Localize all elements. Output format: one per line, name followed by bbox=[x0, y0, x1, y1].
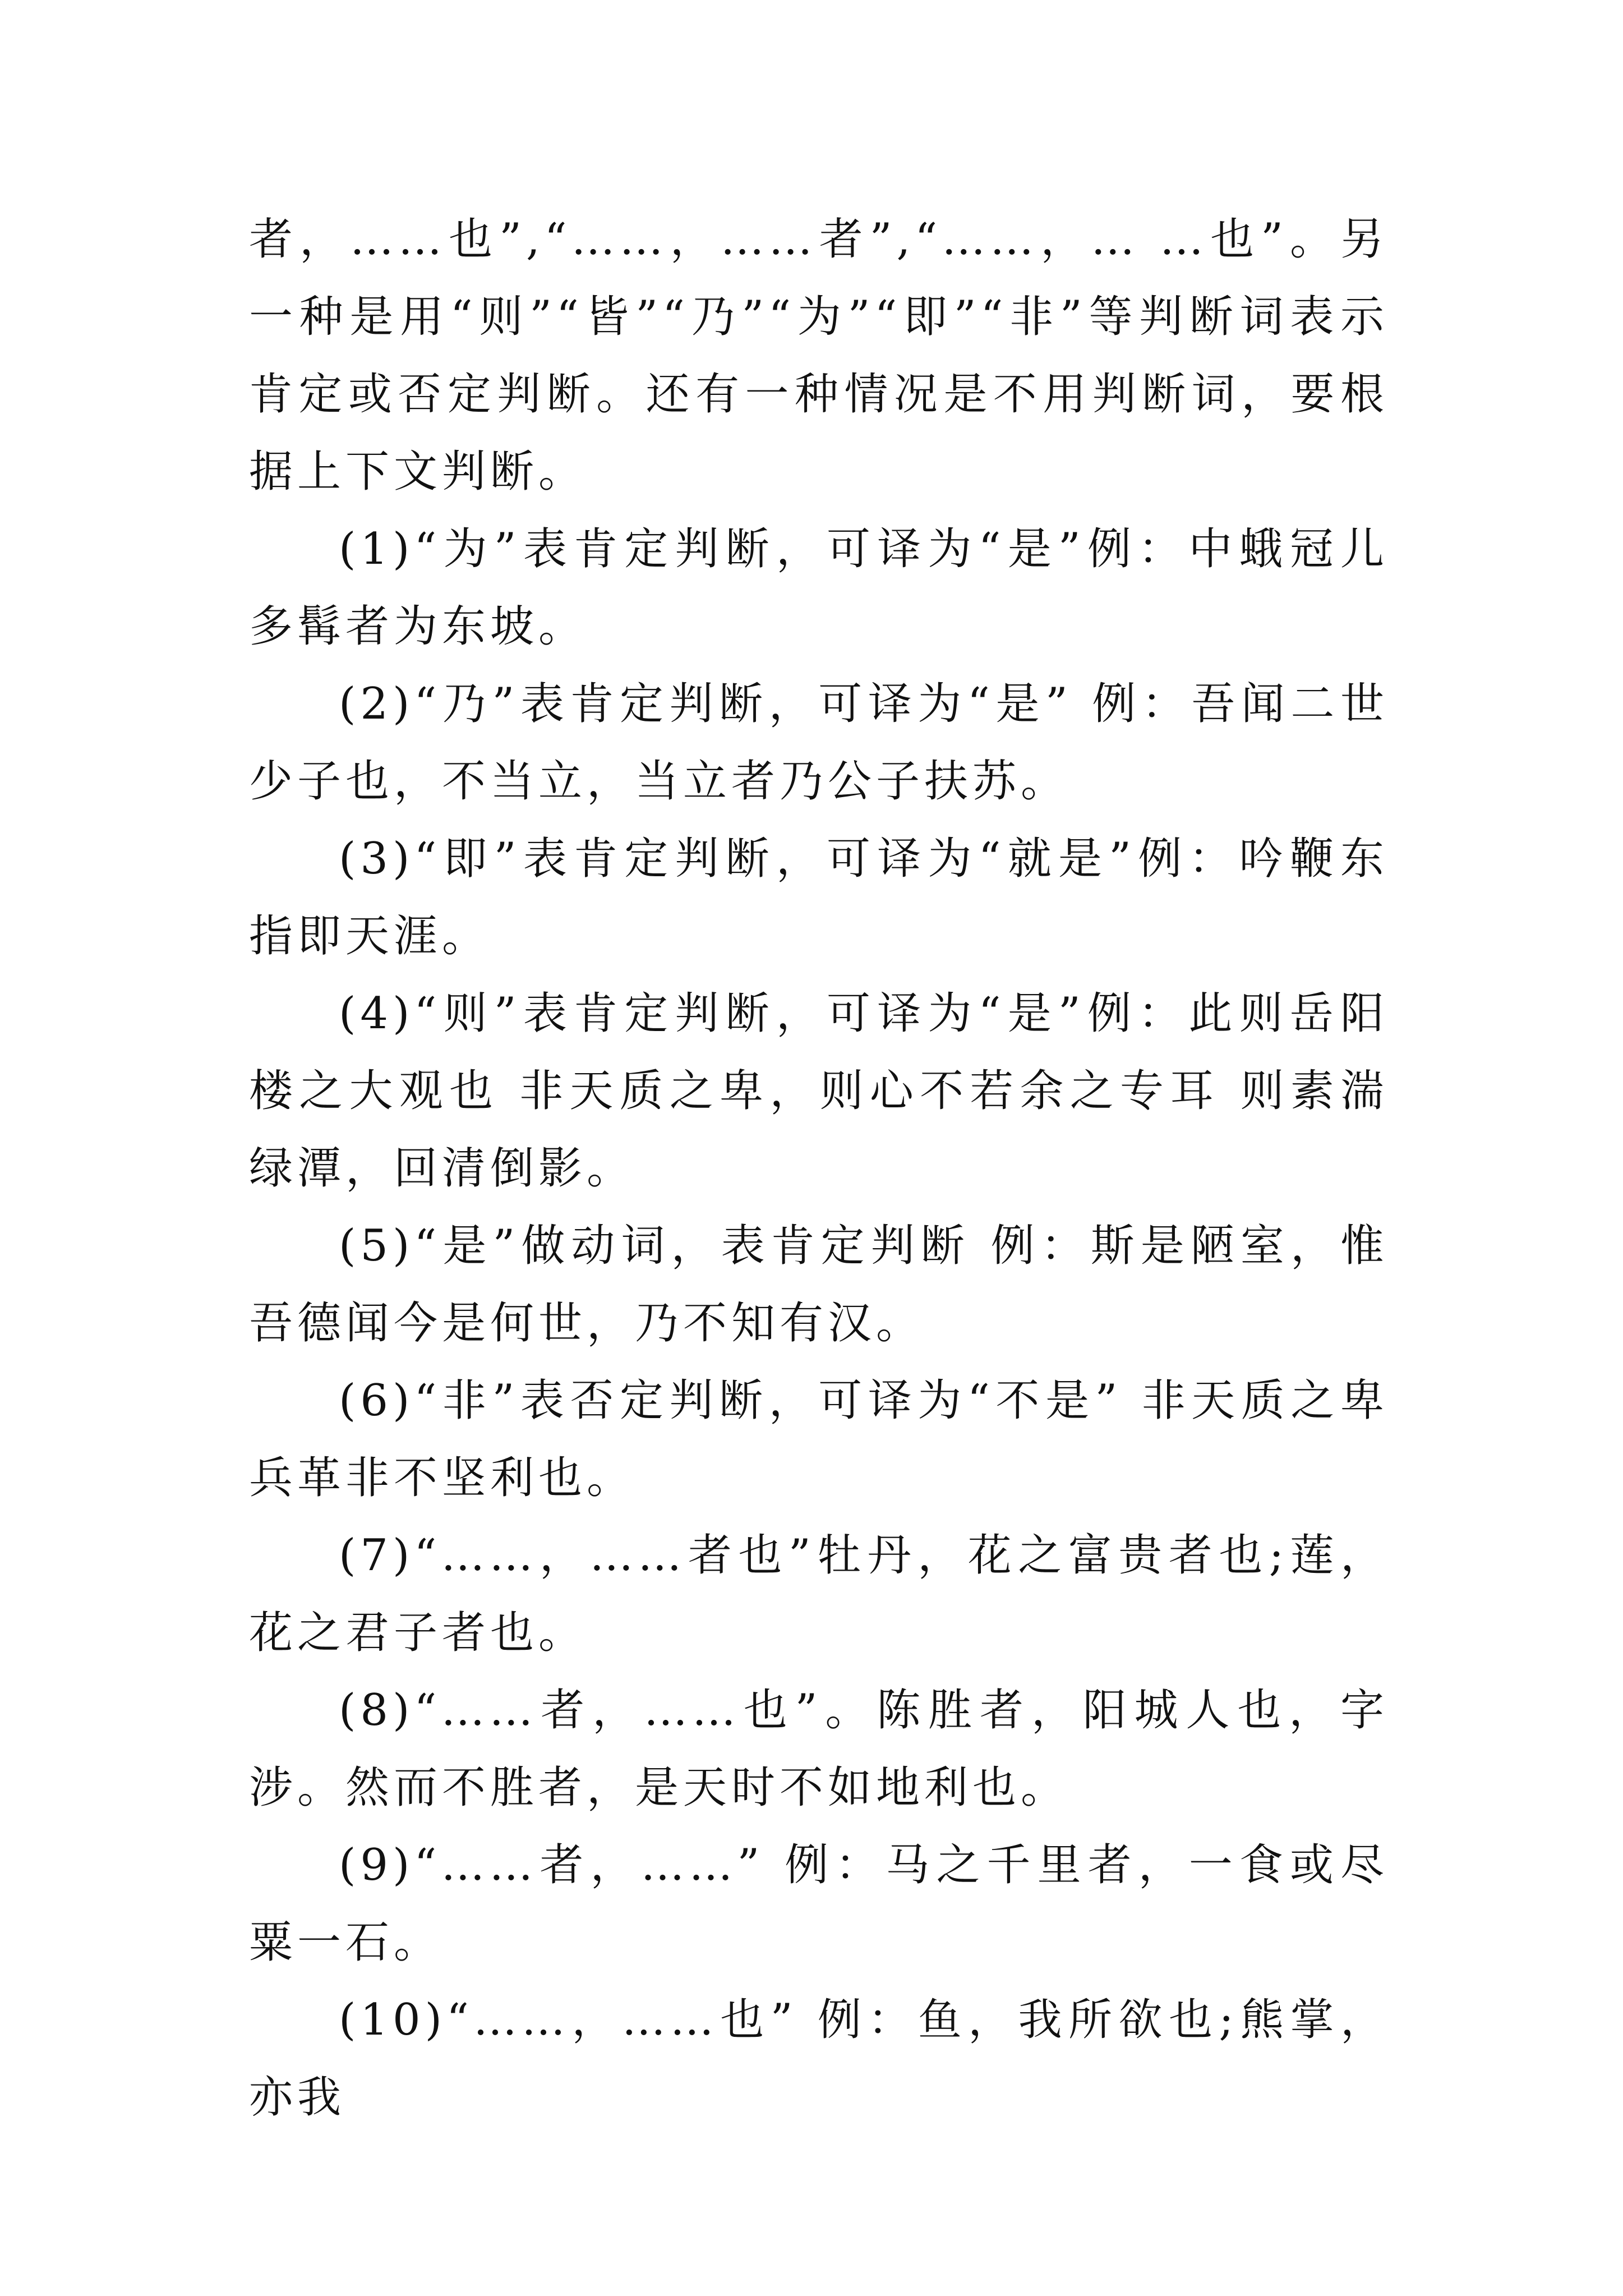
list-item-4: (4)“则”表肯定判断，可译为“是”例：此则岳阳楼之大观也 非天质之卑，则心不若余之专耳 则素湍绿潭，回清倒影。 bbox=[249, 988, 1389, 1194]
list-item-1: (1)“为”表肯定判断，可译为“是”例：中蛾冠儿多髯者为东坡。 bbox=[249, 524, 1389, 652]
list-item-8: (8)“……者，……也”。陈胜者，阳城人也，字涉。然而不胜者，是天时不如地利也。 bbox=[249, 1685, 1389, 1813]
paragraph-intro: 者，……也”,“……，……者”,“……，… …也”。另一种是用“则”“皆”“乃”“为”“即”“非”等判断词表示肯定或否定判断。还有一种情况是不用判断词，要根据上下文判断。 bbox=[249, 214, 1389, 497]
list-item-7: (7)“……，……者也”牡丹，花之富贵者也;莲，花之君子者也。 bbox=[249, 1530, 1389, 1658]
list-item-6: (6)“非”表否定判断，可译为“不是” 非天质之卑兵革非不坚利也。 bbox=[249, 1375, 1389, 1503]
list-item-10: (10)“……，……也” 例：鱼，我所欲也;熊掌，亦我 bbox=[249, 1995, 1389, 2123]
document-page bbox=[249, 201, 1389, 2136]
list-item-2: (2)“乃”表肯定判断，可译为“是” 例：吾闻二世少子也，不当立，当立者乃公子扶苏。 bbox=[249, 679, 1389, 807]
list-item-9: (9)“……者，……” 例：马之千里者，一食或尽粟一石。 bbox=[249, 1840, 1389, 1968]
list-item-5: (5)“是”做动词，表肯定判断 例：斯是陋室，惟吾德闻今是何世，乃不知有汉。 bbox=[249, 1221, 1389, 1349]
list-item-3: (3)“即”表肯定判断，可译为“就是”例：吟鞭东指即天涯。 bbox=[249, 834, 1389, 961]
